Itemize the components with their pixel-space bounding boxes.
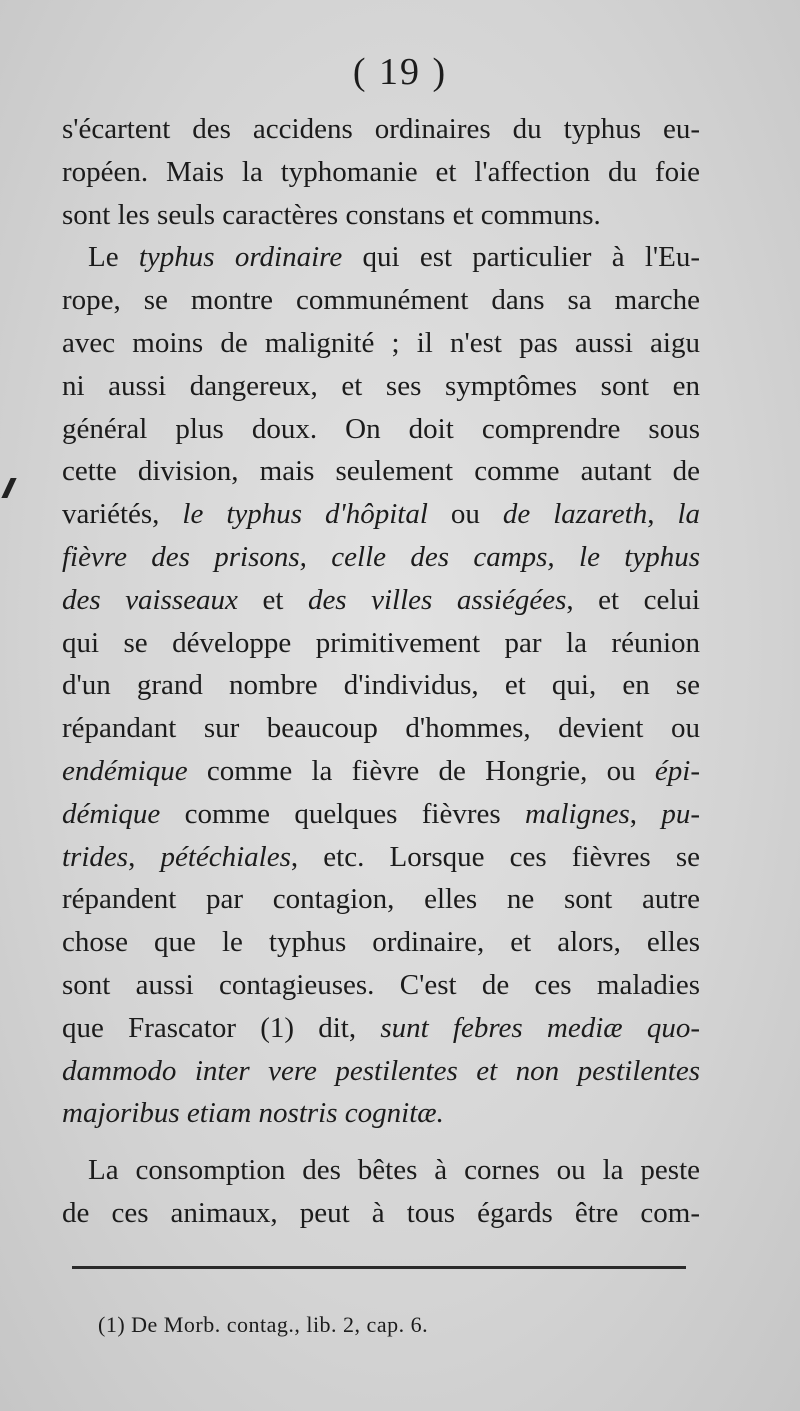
italic-run: pétéchiales <box>160 840 291 873</box>
text-run: , <box>647 498 678 531</box>
italic-run: dammodo inter vere pestilentes et non pestilentes <box>62 1054 700 1087</box>
text-line <box>62 536 700 579</box>
italic-run: le typhus d'hôpital <box>182 498 428 531</box>
text-run: et <box>237 583 308 616</box>
text-line <box>62 1092 700 1135</box>
text-run: , et celui <box>566 583 700 616</box>
text-run: variétés, <box>62 498 183 531</box>
text-line <box>62 664 700 707</box>
margin-mark <box>1 478 16 498</box>
text-run: La consomption des bêtes à cornes ou la peste <box>88 1154 700 1187</box>
text-line <box>62 964 700 1007</box>
body-text <box>62 108 700 1235</box>
text-run: qui est particulier à l'Eu- <box>342 241 700 274</box>
text-run: qui se développe primitivement par la réunion <box>62 626 700 659</box>
text-run: sont les seuls caractères constans et communs. <box>62 198 601 231</box>
italic-run: sunt febres mediæ quo- <box>380 1011 700 1044</box>
italic-run: trides <box>62 840 129 873</box>
text-line <box>62 707 700 750</box>
text-run: comme la fièvre de Hongrie, ou <box>187 754 655 787</box>
text-run: que Frascator (1) dit, <box>62 1011 381 1044</box>
italic-run: la <box>677 498 700 531</box>
text-run: ropéen. Mais la typhomanie et l'affection du foie <box>62 155 700 188</box>
text-line <box>62 921 700 964</box>
text-line <box>62 236 700 279</box>
paragraph-gap <box>62 1135 700 1149</box>
italic-run: des villes assiégées <box>307 583 567 616</box>
text-line <box>62 408 700 451</box>
text-line <box>62 322 700 365</box>
text-run: , <box>128 840 161 873</box>
text-run: , etc. Lorsque ces fièvres se <box>290 840 700 873</box>
text-run: de ces animaux, peut à tous égards être com- <box>62 1196 700 1229</box>
text-line <box>62 1007 700 1050</box>
text-line <box>62 878 700 921</box>
text-line <box>62 1149 700 1192</box>
text-line <box>62 194 700 237</box>
text-run: ou <box>427 498 503 531</box>
text-run: rope, se montre communément dans sa marche <box>62 284 700 317</box>
italic-run: démique <box>62 797 161 830</box>
italic-run: typhus ordinaire <box>138 241 343 274</box>
text-run: , <box>629 797 662 830</box>
text-line <box>62 450 700 493</box>
text-run: s'écartent des accidens ordinaires du typhus eu- <box>62 113 700 145</box>
italic-run: endémique <box>62 754 188 787</box>
italic-run: épi- <box>654 754 700 787</box>
text-line <box>62 1192 700 1235</box>
italic-run: fièvre des prisons, celle des camps, le typhus <box>62 540 700 573</box>
text-run: ni aussi dangereux, et ses symptômes sont en <box>62 369 700 402</box>
text-line <box>62 836 700 879</box>
footnote-rule <box>72 1266 686 1269</box>
text-line <box>62 108 700 151</box>
text-run: avec moins de malignité ; il n'est pas aussi aigu <box>62 326 700 359</box>
text-run: cette division, mais seulement comme autant de <box>62 455 700 488</box>
text-line <box>62 279 700 322</box>
footnote: (1) De Morb. contag., lib. 2, cap. 6. <box>98 1312 429 1337</box>
text-run: Le <box>88 241 139 274</box>
text-run: comme quelques fièvres <box>160 797 526 830</box>
italic-run: pu- <box>661 797 701 830</box>
text-run: sont aussi contagieuses. C'est de ces maladies <box>62 968 700 1001</box>
text-run: chose que le typhus ordinaire, et alors, elles <box>62 926 700 959</box>
text-line <box>62 493 700 536</box>
text-run: répandant sur beaucoup d'hommes, devient ou <box>62 712 700 745</box>
italic-run: majoribus etiam nostris cognitæ. <box>62 1097 444 1130</box>
text-run: général plus doux. On doit comprendre sous <box>62 412 700 445</box>
text-run: répandent par contagion, elles ne sont autre <box>62 883 700 916</box>
text-line <box>62 365 700 408</box>
italic-run: de lazareth <box>502 498 648 531</box>
italic-run: des vaisseaux <box>62 583 238 616</box>
text-line <box>62 1050 700 1093</box>
text-line <box>62 750 700 793</box>
text-line <box>62 579 700 622</box>
text-line <box>62 622 700 665</box>
text-line <box>62 793 700 836</box>
text-run: d'un grand nombre d'individus, et qui, en se <box>62 669 700 702</box>
page-number: ( 19 ) <box>352 51 448 93</box>
text-line <box>62 151 700 194</box>
italic-run: malignes <box>525 797 630 830</box>
